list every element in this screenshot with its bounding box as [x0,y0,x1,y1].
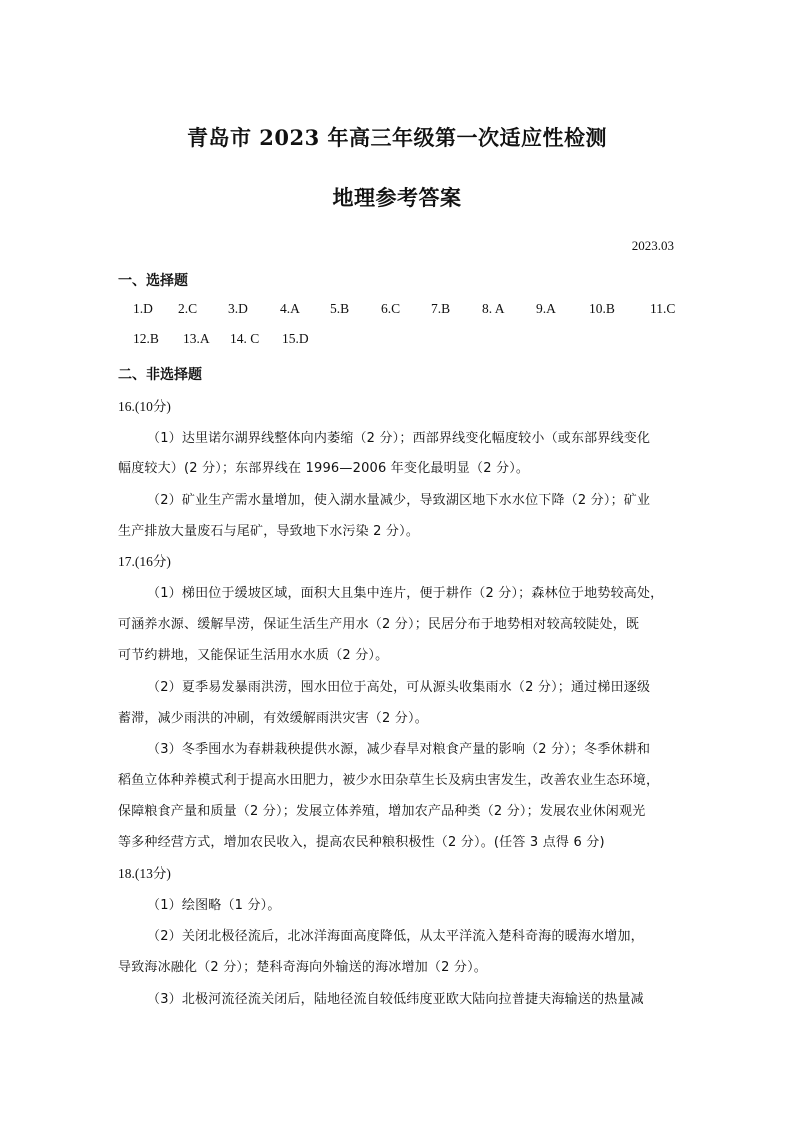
answer-line: （2）关闭北极径流后，北冰洋海面高度降低，从太平洋流入楚科奇海的暖海水增加， [147,929,644,944]
answer-item: 14. C [230,331,260,346]
answer-line: 保障粮食产量和质量（2 分）；发展立体养殖，增加农产品种类（2 分）；发展农业休闲观光 [118,804,646,819]
document-date: 2023.03 [631,238,674,253]
answer-item: 10.B [589,301,615,316]
answer-line: 导致海冰融化（2 分）；楚科奇海向外输送的海冰增加（2 分）。 [118,960,488,975]
answer-line: 可节约耕地，又能保证生活用水水质（2 分）。 [118,648,389,663]
answer-line: （1）达里诺尔湖界线整体向内萎缩（2 分）；西部界线变化幅度较小（或东部界线变化 [147,431,651,446]
answer-line: 生产排放大量废石与尾矿，导致地下水污染 2 分）。 [118,524,420,539]
answer-line: 等多种经营方式，增加农民收入，提高农民种粮积极性（2 分）。(任答 3 点得 6 分) [118,835,605,850]
answer-item: 1.D [133,301,153,316]
answer-item: 9.A [536,301,556,316]
section-heading-non-choice: 二、非选择题 [118,367,202,383]
answer-row-1 [133,301,678,321]
page-title: 青岛市 2023 年高三年级第一次适应性检测 [186,125,608,150]
page-subtitle: 地理参考答案 [332,185,462,210]
answer-line: （1）梯田位于缓坡区域，面积大且集中连片，便于耕作（2 分）；森林位于地势较高处， [147,586,664,601]
answer-item: 15.D [282,331,309,346]
answer-item: 3.D [228,301,248,316]
answer-item: 11.C [650,301,676,316]
answer-line: 可涵养水源、缓解旱涝，保证生活生产用水（2 分）；民居分布于地势相对较高较陡处，既 [118,617,640,632]
answer-item: 8. A [482,301,505,316]
answer-item: 6.C [381,301,401,316]
answer-line: （3）北极河流径流关闭后，陆地径流自较低纬度亚欧大陆向拉普捷夫海输送的热量减 [147,992,644,1007]
answer-item: 12.B [133,331,159,346]
answer-item: 7.B [431,301,451,316]
answer-line: （2）矿业生产需水量增加，使入湖水量减少，导致湖区地下水水位下降（2 分）；矿业 [147,493,651,508]
answer-line: （2）夏季易发暴雨洪涝，囤水田位于高处，可从源头收集雨水（2 分）；通过梯田逐级 [147,680,651,695]
answer-line: 蓄滞，减少雨洪的冲刷，有效缓解雨洪灾害（2 分）。 [118,711,428,726]
answer-line: （3）冬季囤水为春耕栽秧提供水源，减少春旱对粮食产量的影响（2 分）；冬季休耕和 [147,742,651,757]
answer-row-2 [133,331,678,351]
answer-line: （1）绘图略（1 分）。 [147,898,281,913]
question-17-heading: 17.(16分) [118,554,171,569]
answer-line: 稻鱼立体种养模式利于提高水田肥力，被少水田杂草生长及病虫害发生，改善农业生态环境， [118,773,660,788]
answer-item: 2.C [178,301,198,316]
answer-item: 5.B [330,301,350,316]
answer-line: 幅度较大）(2 分）；东部界线在 1996—2006 年变化最明显（2 分）。 [118,461,530,476]
question-16-heading: 16.(10分) [118,399,171,414]
section-heading-choice: 一、选择题 [118,273,188,289]
answer-item: 13.A [183,331,210,346]
answer-item: 4.A [280,301,300,316]
question-18-heading: 18.(13分) [118,866,171,881]
